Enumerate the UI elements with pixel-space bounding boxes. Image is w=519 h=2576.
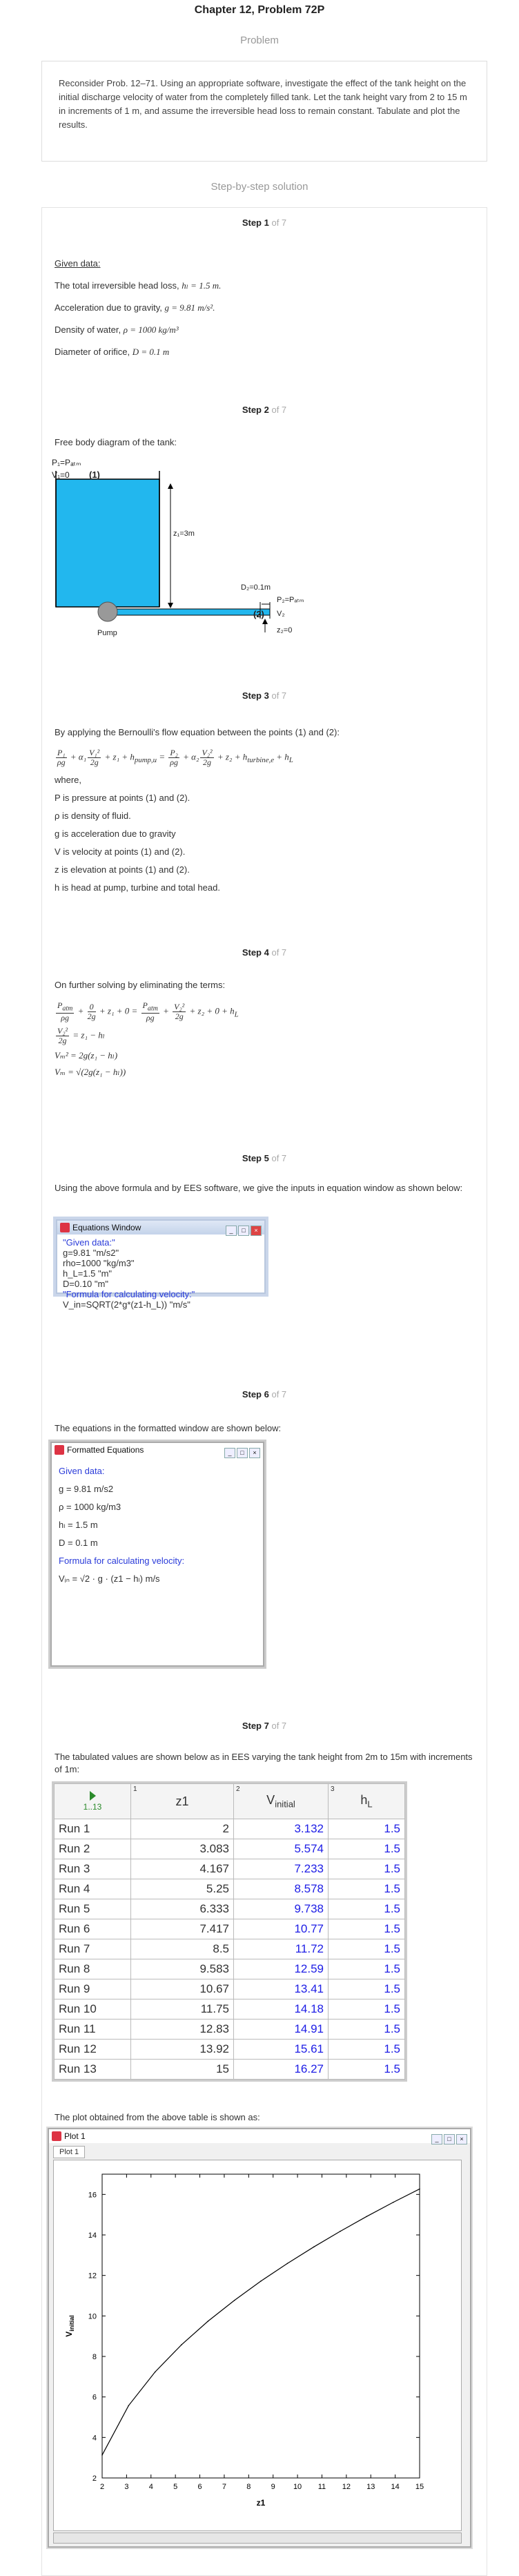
data-point bbox=[287, 2263, 288, 2265]
data-point bbox=[366, 2216, 367, 2218]
p2-label: P₂=Pₐₜₘ bbox=[277, 596, 304, 604]
problem-text: Reconsider Prob. 12–71. Using an appropriate software, investigate the effect of the tank height on the initial discharge velocity of water from the completely filled tank. Let the tank height vary from 2 to 15 m in increments of 1 m, and assume the irreversible head loss to remain constant. Tabulate and plot the results. bbox=[59, 78, 467, 130]
velocity-plot bbox=[54, 2160, 461, 2530]
table-cell-hl[interactable]: 1.5 bbox=[329, 1879, 405, 1899]
step-3-heading: Step 3 of 7 bbox=[242, 690, 287, 701]
step-2-heading: Step 2 of 7 bbox=[242, 405, 287, 415]
pump-label: Pump bbox=[97, 629, 117, 637]
eq-line-5: D=0.10 "m" bbox=[63, 1279, 108, 1289]
table-cell-run[interactable]: Run 8 bbox=[55, 1959, 131, 1979]
table-cell-run[interactable]: Run 4 bbox=[55, 1879, 131, 1899]
ees-parametric-table[interactable] bbox=[52, 1781, 407, 2082]
x-axis-label: z1 bbox=[256, 2498, 266, 2508]
eq-line-7: V_in=SQRT(2*g*(z1-h_L)) "m/s" bbox=[63, 1299, 190, 1310]
table-row[interactable] bbox=[55, 1979, 405, 1999]
table-cell-run[interactable]: Run 12 bbox=[55, 2040, 131, 2060]
formatted-window-title[interactable]: Formatted Equations _ □ × bbox=[52, 1443, 263, 1457]
fbd-caption: Free body diagram of the tank: bbox=[55, 437, 177, 447]
plot-frame bbox=[102, 2174, 420, 2478]
step-3-content bbox=[55, 726, 474, 900]
x-tick-label: 3 bbox=[124, 2483, 129, 2491]
table-cell-v[interactable]: 3.132 bbox=[234, 1819, 329, 1839]
table-cell-v[interactable]: 12.59 bbox=[234, 1959, 329, 1979]
x-tick-label: 8 bbox=[246, 2483, 251, 2491]
page-title: Chapter 12, Problem 72P bbox=[194, 4, 325, 16]
close-icon[interactable]: × bbox=[456, 2134, 467, 2144]
step-5-heading: Step 5 of 7 bbox=[242, 1153, 287, 1163]
where-gravity: g is acceleration due to gravity bbox=[55, 829, 176, 839]
tank-diagram bbox=[42, 456, 487, 681]
table-row[interactable] bbox=[55, 1919, 405, 1939]
y-tick-label: 12 bbox=[88, 2272, 97, 2280]
eq-velocity-head: $\frac{\text{V₂²}}{2g}$ = z₁ − hₗ bbox=[57, 1026, 105, 1046]
table-row[interactable] bbox=[55, 1939, 405, 1959]
ees-app-icon bbox=[60, 1223, 70, 1232]
table-cell-z1[interactable]: 7.417 bbox=[131, 1919, 234, 1939]
table-row[interactable] bbox=[55, 2020, 405, 2040]
table-cell-run[interactable]: Run 2 bbox=[55, 1839, 131, 1859]
step-5-content bbox=[55, 1182, 474, 1204]
maximize-icon[interactable]: □ bbox=[444, 2134, 455, 2144]
maximize-icon[interactable]: □ bbox=[237, 1448, 248, 1458]
pump-icon bbox=[98, 602, 117, 621]
problem-box bbox=[41, 61, 487, 162]
where-label: where, bbox=[55, 775, 82, 785]
formatted-equations-body bbox=[52, 1457, 263, 1594]
water-tank bbox=[56, 479, 159, 607]
y-tick-label: 14 bbox=[88, 2231, 97, 2240]
table-cell-hl[interactable]: 1.5 bbox=[329, 1979, 405, 1999]
step-7-content bbox=[55, 1751, 474, 1785]
eq-line-1: "Given data:" bbox=[63, 1237, 115, 1248]
step-4 bbox=[41, 938, 487, 1144]
table-cell-hl[interactable]: 1.5 bbox=[329, 2060, 405, 2080]
col-header-vinitial[interactable]: 2 $V_{initial}$ bbox=[234, 1784, 329, 1819]
fmt-given: Given data: bbox=[59, 1466, 105, 1476]
data-point bbox=[234, 2300, 235, 2301]
table-cell-hl[interactable]: 1.5 bbox=[329, 2040, 405, 2060]
y-tick-label: 4 bbox=[92, 2434, 97, 2443]
table-cell-run[interactable]: Run 13 bbox=[55, 2060, 131, 2080]
table-cell-hl[interactable]: 1.5 bbox=[329, 1919, 405, 1939]
window-controls[interactable] bbox=[223, 1445, 260, 1459]
x-tick-label: 2 bbox=[99, 2483, 105, 2491]
table-cell-run[interactable]: Run 9 bbox=[55, 1979, 131, 1999]
eq-line-3: rho=1000 "kg/m3" bbox=[63, 1258, 135, 1268]
data-point bbox=[208, 2321, 209, 2322]
data-point bbox=[128, 2405, 130, 2406]
step-5 bbox=[41, 1143, 487, 1380]
table-cell-z1[interactable]: 11.75 bbox=[131, 1999, 234, 2020]
table-cell-z1[interactable]: 13.92 bbox=[131, 2040, 234, 2060]
table-cell-run[interactable]: Run 3 bbox=[55, 1859, 131, 1879]
eq-velocity: Vₘ = √(2g(z₁ − hₗ)) bbox=[55, 1067, 126, 1078]
gravity-line: Acceleration due to gravity, g = 9.81 m/s². bbox=[55, 302, 215, 313]
data-point bbox=[313, 2247, 315, 2248]
equations-window-title[interactable]: Equations Window _ □ × bbox=[57, 1221, 264, 1234]
eq-eliminated: $\frac{P_{atm}}{\rho g}$ + $\frac{0}{2g}$ + z₁ + 0 = $\frac{P_{atm}}{\rho g}$ + $\frac{\text{V₂²}}{2g}$ + $z_2 + 0 + h_L$ bbox=[57, 1000, 239, 1023]
table-cell-run[interactable]: Run 7 bbox=[55, 1939, 131, 1959]
table-cell-z1[interactable]: 4.167 bbox=[131, 1859, 234, 1879]
x-tick-label: 15 bbox=[415, 2483, 424, 2491]
diameter-line: Diameter of orifice, D = 0.1 m bbox=[55, 347, 170, 357]
y-tick-label: 2 bbox=[92, 2475, 97, 2483]
table-cell-run[interactable]: Run 10 bbox=[55, 1999, 131, 2020]
p1-label: P₁=Pₐₜₘ bbox=[52, 458, 81, 467]
x-tick-label: 7 bbox=[222, 2483, 226, 2491]
x-tick-label: 9 bbox=[271, 2483, 275, 2491]
data-point bbox=[340, 2231, 341, 2232]
table-cell-run[interactable]: Run 6 bbox=[55, 1919, 131, 1939]
play-icon[interactable] bbox=[90, 1791, 96, 1801]
table-corner[interactable]: 1..13 bbox=[55, 1784, 131, 1819]
plot-intro: The plot obtained from the above table is shown as: bbox=[55, 2112, 260, 2122]
x-tick-label: 12 bbox=[342, 2483, 351, 2491]
table-cell-z1[interactable]: 12.83 bbox=[131, 2020, 234, 2040]
where-head: h is head at pump, turbine and total head. bbox=[55, 882, 220, 893]
data-point bbox=[181, 2344, 182, 2345]
col-header-hl[interactable]: 3 $h_L$ bbox=[329, 1784, 405, 1819]
table-cell-v[interactable]: 14.18 bbox=[234, 1999, 329, 2020]
discharge-pipe bbox=[104, 609, 270, 615]
table-cell-run[interactable]: Run 11 bbox=[55, 2020, 131, 2040]
table-cell-v[interactable]: 13.41 bbox=[234, 1979, 329, 1999]
x-tick-label: 10 bbox=[293, 2483, 302, 2491]
x-tick-label: 6 bbox=[197, 2483, 202, 2491]
table-cell-v[interactable]: 16.27 bbox=[234, 2060, 329, 2080]
step-3 bbox=[41, 681, 487, 938]
table-cell-z1[interactable]: 5.25 bbox=[131, 1879, 234, 1899]
table-row[interactable] bbox=[55, 1899, 405, 1919]
where-density: ρ is density of fluid. bbox=[55, 811, 131, 821]
plot-window-title[interactable]: Plot 1 _ □ × bbox=[49, 2129, 470, 2143]
table-cell-z1[interactable]: 3.083 bbox=[131, 1839, 234, 1859]
head-loss-line: The total irreversible head loss, hₗ = 1.5 m. bbox=[55, 280, 222, 291]
table-row[interactable] bbox=[55, 1959, 405, 1979]
data-point bbox=[155, 2372, 156, 2373]
d2-label: D₂=0.1m bbox=[241, 583, 271, 592]
y-tick-label: 10 bbox=[88, 2312, 97, 2321]
table-row[interactable] bbox=[55, 2060, 405, 2080]
step-4-heading: Step 4 of 7 bbox=[242, 947, 287, 958]
step-1 bbox=[41, 207, 487, 396]
x-tick-label: 4 bbox=[148, 2483, 153, 2491]
table-cell-hl[interactable]: 1.5 bbox=[329, 1999, 405, 2020]
table-cell-hl[interactable]: 1.5 bbox=[329, 1959, 405, 1979]
table-cell-v[interactable]: 14.91 bbox=[234, 2020, 329, 2040]
table-cell-v[interactable]: 10.77 bbox=[234, 1919, 329, 1939]
table-cell-z1[interactable]: 8.5 bbox=[131, 1939, 234, 1959]
step-4-content bbox=[55, 979, 474, 1078]
z1-label: z₁=3m bbox=[173, 530, 195, 538]
eq-line-4: h_L=1.5 "m" bbox=[63, 1268, 112, 1279]
table-cell-v[interactable]: 8.578 bbox=[234, 1879, 329, 1899]
problem-heading: Problem bbox=[240, 35, 279, 46]
ees-app-icon bbox=[52, 2131, 61, 2141]
col-header-z1[interactable]: 1 z1 bbox=[131, 1784, 234, 1819]
data-point bbox=[260, 2280, 262, 2282]
table-cell-v[interactable]: 11.72 bbox=[234, 1939, 329, 1959]
point-1-label: (1) bbox=[89, 469, 100, 480]
data-point bbox=[393, 2202, 394, 2203]
bernoulli-equation: $\frac{\text{P₁}}{\rho g}$ + α₁ $\frac{\text{V₁²}}{2g}$ + $z_1 + h_{pump,u}$ = $\frac{\text{P₂}}{\rho g}$ + α₂ $\frac{\text{V₂²}}{2g}$ + $z_2 + h_{turbine,e} + h_L$ bbox=[57, 748, 293, 767]
window-controls[interactable] bbox=[224, 1223, 262, 1237]
step-6 bbox=[41, 1379, 487, 1712]
eq-velocity-squared: Vₘ² = 2g(z₁ − hₗ) bbox=[55, 1050, 118, 1061]
close-icon[interactable]: × bbox=[249, 1448, 260, 1458]
point-2-label: (2) bbox=[253, 609, 264, 619]
x-tick-label: 14 bbox=[391, 2483, 400, 2491]
x-tick-label: 13 bbox=[366, 2483, 375, 2491]
step-6-heading: Step 6 of 7 bbox=[242, 1389, 287, 1400]
fmt-formula-label: Formula for calculating velocity: bbox=[59, 1556, 185, 1566]
table-cell-hl[interactable]: 1.5 bbox=[329, 1939, 405, 1959]
table-cell-hl[interactable]: 1.5 bbox=[329, 2020, 405, 2040]
y-tick-label: 6 bbox=[92, 2393, 97, 2402]
table-cell-hl[interactable]: 1.5 bbox=[329, 1899, 405, 1919]
series-line bbox=[102, 2189, 420, 2454]
data-point bbox=[101, 2454, 103, 2456]
data-point bbox=[419, 2189, 420, 2190]
step-1-heading: Step 1 of 7 bbox=[242, 217, 287, 228]
table-row[interactable] bbox=[55, 1879, 405, 1899]
y-axis-label: $V_{initial}$ bbox=[64, 2315, 75, 2337]
table-row[interactable] bbox=[55, 2040, 405, 2060]
ees-intro: Using the above formula and by EES software, we give the inputs in equation window as shown below: bbox=[55, 1183, 463, 1193]
table-cell-v[interactable]: 7.233 bbox=[234, 1859, 329, 1879]
given-data-label: Given data: bbox=[55, 258, 101, 269]
step-1-content bbox=[55, 258, 474, 368]
step-7-heading: Step 7 of 7 bbox=[242, 1721, 287, 1731]
z2-label: z₂=0 bbox=[277, 626, 293, 635]
eq-line-6: "Formula for calculating velocity:" bbox=[63, 1289, 195, 1299]
table-cell-v[interactable]: 9.738 bbox=[234, 1899, 329, 1919]
table-cell-v[interactable]: 5.574 bbox=[234, 1839, 329, 1859]
table-intro: The tabulated values are shown below as in EES varying the tank height from 2m to 15m with increments of 1m: bbox=[55, 1752, 473, 1774]
step-7 bbox=[41, 1711, 487, 2576]
v1-label: V₁=0 bbox=[52, 470, 70, 480]
table-cell-z1[interactable]: 2 bbox=[131, 1819, 234, 1839]
solution-heading: Step-by-step solution bbox=[210, 181, 309, 193]
table-cell-hl[interactable]: 1.5 bbox=[329, 1859, 405, 1879]
plot-tab[interactable]: Plot 1 bbox=[53, 2146, 85, 2158]
table-row[interactable] bbox=[55, 1819, 405, 1839]
table-cell-v[interactable]: 15.61 bbox=[234, 2040, 329, 2060]
fmt-g: g = 9.81 m/s2 bbox=[59, 1484, 114, 1494]
table-cell-hl[interactable]: 1.5 bbox=[329, 1839, 405, 1859]
table-cell-z1[interactable]: 9.583 bbox=[131, 1959, 234, 1979]
step-2 bbox=[41, 395, 487, 681]
x-tick-label: 5 bbox=[173, 2483, 178, 2491]
solving-intro: On further solving by eliminating the terms: bbox=[55, 980, 226, 990]
y-tick-label: 8 bbox=[92, 2353, 97, 2361]
table-cell-z1[interactable]: 10.67 bbox=[131, 1979, 234, 1999]
minimize-icon[interactable]: _ bbox=[431, 2134, 442, 2144]
minimize-icon[interactable]: _ bbox=[226, 1226, 237, 1236]
table-cell-run[interactable]: Run 1 bbox=[55, 1819, 131, 1839]
close-icon[interactable]: × bbox=[251, 1226, 262, 1236]
table-row[interactable] bbox=[55, 1859, 405, 1879]
where-pressure: P is pressure at points (1) and (2). bbox=[55, 793, 190, 803]
table-cell-run[interactable]: Run 5 bbox=[55, 1899, 131, 1919]
formatted-intro: The equations in the formatted window are shown below: bbox=[55, 1423, 282, 1433]
horizontal-scrollbar[interactable] bbox=[53, 2533, 462, 2544]
where-elevation: z is elevation at points (1) and (2). bbox=[55, 864, 190, 875]
fmt-hl: hₗ = 1.5 m bbox=[59, 1520, 98, 1530]
eq-line-2: g=9.81 "m/s2" bbox=[63, 1248, 119, 1258]
plot-window[interactable] bbox=[48, 2128, 471, 2548]
minimize-icon[interactable]: _ bbox=[224, 1448, 235, 1458]
x-tick-label: 11 bbox=[317, 2483, 326, 2491]
equations-text-area[interactable] bbox=[57, 1234, 264, 1313]
fmt-vin: Vᵢₙ = √2 · g · (z1 − hₗ) m/s bbox=[59, 1573, 160, 1584]
table-cell-z1[interactable]: 6.333 bbox=[131, 1899, 234, 1919]
y-tick-label: 16 bbox=[88, 2191, 97, 2200]
table-row[interactable] bbox=[55, 1839, 405, 1859]
plot-canvas bbox=[53, 2160, 462, 2531]
maximize-icon[interactable]: □ bbox=[238, 1226, 249, 1236]
window-controls[interactable] bbox=[430, 2131, 467, 2145]
fmt-d: D = 0.1 m bbox=[59, 1538, 98, 1548]
table-cell-z1[interactable]: 15 bbox=[131, 2060, 234, 2080]
equations-window[interactable] bbox=[56, 1219, 266, 1310]
density-line: Density of water, ρ = 1000 kg/m³ bbox=[55, 325, 179, 335]
formatted-equations-window[interactable] bbox=[50, 1442, 264, 1667]
where-velocity: V is velocity at points (1) and (2). bbox=[55, 846, 186, 857]
ees-app-icon bbox=[55, 1445, 64, 1455]
v2-label: V₂ bbox=[277, 610, 285, 618]
table-cell-hl[interactable]: 1.5 bbox=[329, 1819, 405, 1839]
fmt-rho: ρ = 1000 kg/m3 bbox=[59, 1502, 121, 1512]
runs-table bbox=[54, 1783, 405, 2080]
table-row[interactable] bbox=[55, 1999, 405, 2020]
bernoulli-intro: By applying the Bernoulli's flow equation between the points (1) and (2): bbox=[55, 727, 340, 737]
